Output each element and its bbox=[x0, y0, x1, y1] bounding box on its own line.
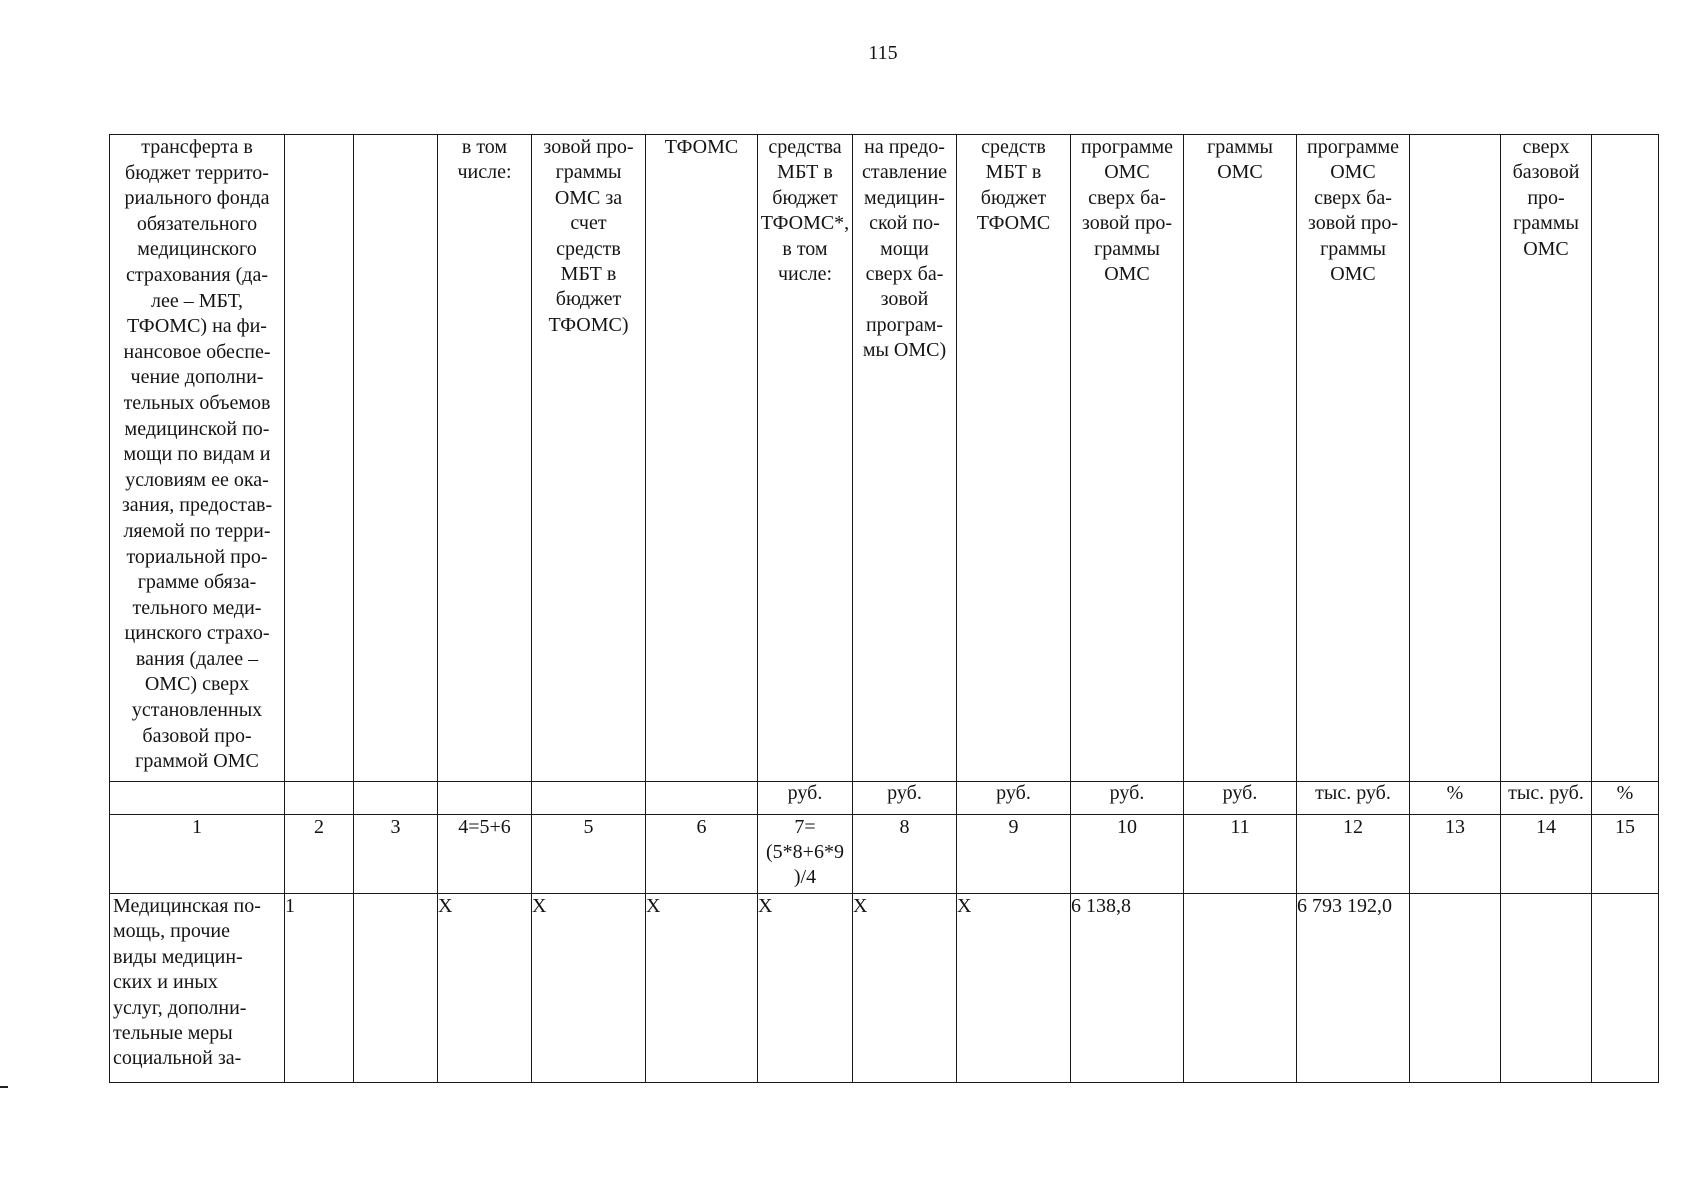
header-cell-10: программе ОМС сверх ба- зовой про- граммы ОМС bbox=[1071, 135, 1184, 782]
data-cell-8: Х bbox=[853, 894, 957, 1083]
header-cell-6: ТФОМС bbox=[646, 135, 758, 782]
header-row bbox=[110, 135, 1659, 782]
data-cell-6: Х bbox=[646, 894, 758, 1083]
column-number-4: 4=5+6 bbox=[438, 815, 532, 894]
unit-cell-3 bbox=[354, 782, 438, 815]
data-cell-3 bbox=[354, 894, 438, 1083]
header-cell-7: средства МБТ в бюджет ТФОМС*, в том числе: bbox=[758, 135, 853, 782]
data-cell-9: Х bbox=[957, 894, 1071, 1083]
column-number-12: 12 bbox=[1297, 815, 1410, 894]
column-number-13: 13 bbox=[1410, 815, 1501, 894]
header-cell-9: средств МБТ в бюджет ТФОМС bbox=[957, 135, 1071, 782]
unit-cell-7: руб. bbox=[758, 782, 853, 815]
data-cell-7: Х bbox=[758, 894, 853, 1083]
data-cell-2: 1 bbox=[285, 894, 354, 1083]
row-label-cell: Медицинская по- мощь, прочие виды медицин- ских и иных услуг, дополни- тельные меры социальной за- bbox=[110, 894, 285, 1083]
unit-cell-8: руб. bbox=[853, 782, 957, 815]
data-cell-10: 6 138,8 bbox=[1071, 894, 1184, 1083]
unit-cell-13: % bbox=[1410, 782, 1501, 815]
header-cell-4: в том числе: bbox=[438, 135, 532, 782]
data-cell-14 bbox=[1501, 894, 1592, 1083]
column-number-6: 6 bbox=[646, 815, 758, 894]
header-cell-1: трансферта в бюджет террито- риального фонда обязательного медицинского страхования (да- лее – МБТ, ТФОМС) на фи- нансовое обеспе- чение дополни- тельных объемов медицинской по- мощи по видам и условиям ее ока- зания, предостав- ляемой по терри- ториальной про- грамме обяза- тельного меди- цинского страхо- вания (далее – ОМС) сверх установленных базовой про- граммой ОМС bbox=[110, 135, 285, 782]
unit-cell-5 bbox=[532, 782, 646, 815]
column-number-11: 11 bbox=[1184, 815, 1297, 894]
data-cell-15 bbox=[1592, 894, 1659, 1083]
header-cell-14: сверх базовой про- граммы ОМС bbox=[1501, 135, 1592, 782]
column-number-7: 7= (5*8+6*9 )/4 bbox=[758, 815, 853, 894]
data-cell-5: Х bbox=[532, 894, 646, 1083]
column-number-14: 14 bbox=[1501, 815, 1592, 894]
unit-cell-2 bbox=[285, 782, 354, 815]
unit-cell-6 bbox=[646, 782, 758, 815]
column-number-1: 1 bbox=[110, 815, 285, 894]
column-number-2: 2 bbox=[285, 815, 354, 894]
header-cell-2 bbox=[285, 135, 354, 782]
header-cell-3 bbox=[354, 135, 438, 782]
unit-cell-14: тыс. руб. bbox=[1501, 782, 1592, 815]
unit-cell-10: руб. bbox=[1071, 782, 1184, 815]
header-cell-5: зовой про- граммы ОМС за счет средств МБТ в бюджет ТФОМС) bbox=[532, 135, 646, 782]
column-number-15: 15 bbox=[1592, 815, 1659, 894]
unit-cell-9: руб. bbox=[957, 782, 1071, 815]
header-cell-12: программе ОМС сверх ба- зовой про- граммы ОМС bbox=[1297, 135, 1410, 782]
column-number-9: 9 bbox=[957, 815, 1071, 894]
margin-mark bbox=[0, 1086, 8, 1088]
data-table bbox=[109, 134, 1659, 1083]
unit-cell-4 bbox=[438, 782, 532, 815]
data-cell-11 bbox=[1184, 894, 1297, 1083]
unit-cell-12: тыс. руб. bbox=[1297, 782, 1410, 815]
header-cell-11: граммы ОМС bbox=[1184, 135, 1297, 782]
column-number-10: 10 bbox=[1071, 815, 1184, 894]
column-number-3: 3 bbox=[354, 815, 438, 894]
page-number: 115 bbox=[868, 42, 898, 64]
header-cell-15 bbox=[1592, 135, 1659, 782]
data-cell-12: 6 793 192,0 bbox=[1297, 894, 1410, 1083]
units-row bbox=[110, 782, 1659, 815]
unit-cell-15: % bbox=[1592, 782, 1659, 815]
data-cell-13 bbox=[1410, 894, 1501, 1083]
header-cell-8: на предо- ставление медицин- ской по- мощи сверх ба- зовой програм- мы ОМС) bbox=[853, 135, 957, 782]
column-number-5: 5 bbox=[532, 815, 646, 894]
column-number-8: 8 bbox=[853, 815, 957, 894]
table-row bbox=[110, 894, 1659, 1083]
header-cell-13 bbox=[1410, 135, 1501, 782]
unit-cell-1 bbox=[110, 782, 285, 815]
unit-cell-11: руб. bbox=[1184, 782, 1297, 815]
data-cell-4: Х bbox=[438, 894, 532, 1083]
column-number-row bbox=[110, 815, 1659, 894]
